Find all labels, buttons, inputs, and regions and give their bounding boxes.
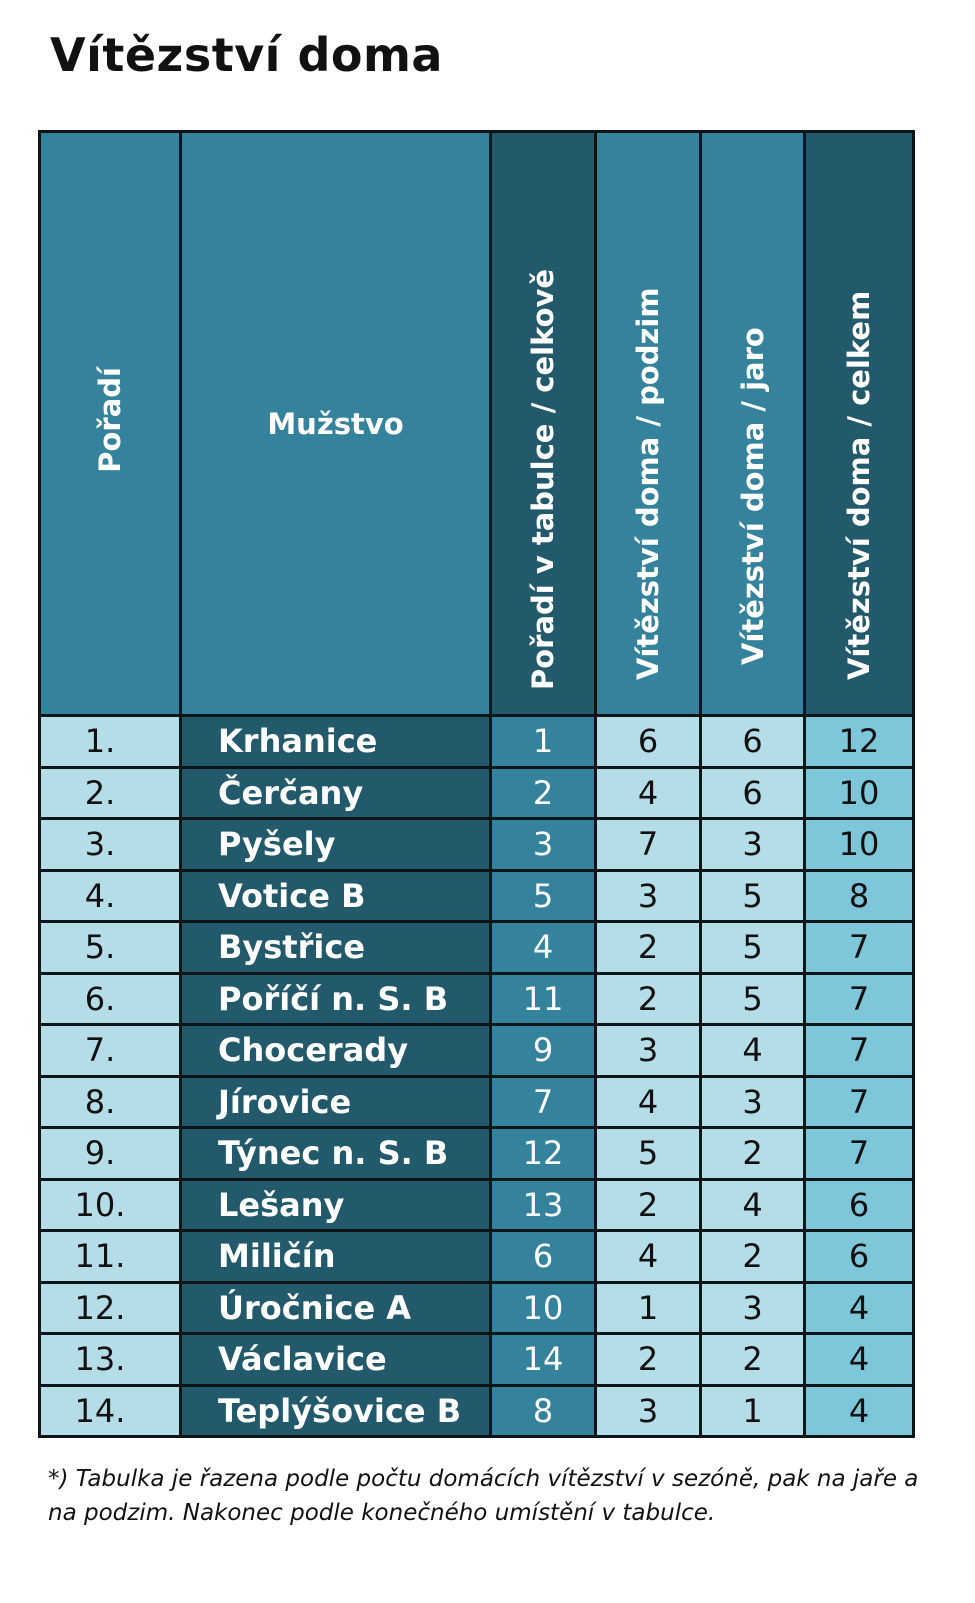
cell-table-position: 13	[491, 1179, 596, 1231]
cell-table-position: 4	[491, 922, 596, 974]
cell-team: Bystřice	[181, 922, 491, 974]
cell-team: Votice B	[181, 870, 491, 922]
cell-table-position: 10	[491, 1282, 596, 1334]
cell-table-position: 7	[491, 1076, 596, 1128]
cell-wins-total: 4	[805, 1334, 914, 1386]
cell-wins-spring: 6	[701, 767, 805, 819]
cell-team: Miličín	[181, 1231, 491, 1283]
cell-table-position: 6	[491, 1231, 596, 1283]
header-wins-total	[805, 132, 914, 716]
cell-table-position: 9	[491, 1025, 596, 1077]
table-row	[40, 767, 914, 819]
cell-wins-spring: 5	[701, 870, 805, 922]
cell-rank: 8.	[40, 1076, 181, 1128]
cell-wins-autumn: 2	[596, 1179, 701, 1231]
cell-wins-total: 10	[805, 767, 914, 819]
cell-team: Václavice	[181, 1334, 491, 1386]
cell-wins-total: 12	[805, 716, 914, 768]
cell-wins-spring: 2	[701, 1334, 805, 1386]
header-wins-autumn	[596, 132, 701, 716]
cell-table-position: 8	[491, 1385, 596, 1437]
cell-wins-spring: 3	[701, 1076, 805, 1128]
cell-wins-autumn: 2	[596, 922, 701, 974]
cell-team: Teplýšovice B	[181, 1385, 491, 1437]
cell-wins-total: 4	[805, 1282, 914, 1334]
cell-rank: 2.	[40, 767, 181, 819]
page-title: Vítězství doma	[50, 28, 443, 82]
footnote: *) Tabulka je řazena podle počtu domácích vítězství v sezóně, pak na jaře a na podzim. Nakonec podle konečného umístění v tabulce.	[48, 1466, 919, 1526]
cell-wins-autumn: 3	[596, 1025, 701, 1077]
table-header-row	[40, 132, 914, 716]
cell-team: Poříčí n. S. B	[181, 973, 491, 1025]
cell-wins-spring: 6	[701, 716, 805, 768]
table-row	[40, 973, 914, 1025]
standings-table-container	[38, 130, 912, 1438]
cell-wins-autumn: 2	[596, 973, 701, 1025]
cell-wins-total: 4	[805, 1385, 914, 1437]
header-rank	[40, 132, 181, 716]
table-row	[40, 1179, 914, 1231]
cell-rank: 5.	[40, 922, 181, 974]
table-row	[40, 1385, 914, 1437]
cell-rank: 7.	[40, 1025, 181, 1077]
header-table-position	[491, 132, 596, 716]
cell-wins-total: 10	[805, 819, 914, 871]
table-row	[40, 819, 914, 871]
table-row	[40, 1076, 914, 1128]
header-wins-spring-label: Vítězství doma / jaro	[735, 327, 770, 665]
cell-wins-total: 8	[805, 870, 914, 922]
cell-wins-spring: 5	[701, 922, 805, 974]
cell-wins-total: 6	[805, 1179, 914, 1231]
table-row	[40, 1025, 914, 1077]
table-row	[40, 1128, 914, 1180]
cell-table-position: 5	[491, 870, 596, 922]
cell-wins-spring: 2	[701, 1128, 805, 1180]
cell-wins-autumn: 5	[596, 1128, 701, 1180]
cell-wins-autumn: 4	[596, 1231, 701, 1283]
table-row	[40, 922, 914, 974]
cell-wins-total: 6	[805, 1231, 914, 1283]
cell-wins-autumn: 2	[596, 1334, 701, 1386]
cell-wins-autumn: 4	[596, 767, 701, 819]
cell-table-position: 3	[491, 819, 596, 871]
cell-table-position: 12	[491, 1128, 596, 1180]
cell-rank: 1.	[40, 716, 181, 768]
cell-rank: 6.	[40, 973, 181, 1025]
header-wins-autumn-label: Vítězství doma / podzim	[631, 287, 665, 680]
cell-wins-spring: 2	[701, 1231, 805, 1283]
cell-team: Čerčany	[181, 767, 491, 819]
cell-rank: 9.	[40, 1128, 181, 1180]
cell-table-position: 14	[491, 1334, 596, 1386]
cell-wins-spring: 4	[701, 1179, 805, 1231]
cell-wins-spring: 1	[701, 1385, 805, 1437]
cell-wins-total: 7	[805, 973, 914, 1025]
table-row	[40, 1282, 914, 1334]
cell-team: Chocerady	[181, 1025, 491, 1077]
cell-table-position: 2	[491, 767, 596, 819]
cell-wins-spring: 4	[701, 1025, 805, 1077]
cell-team: Krhanice	[181, 716, 491, 768]
header-wins-spring	[701, 132, 805, 716]
cell-wins-autumn: 7	[596, 819, 701, 871]
header-wins-total-label: Vítězství doma / celkem	[842, 290, 876, 680]
cell-team: Úročnice A	[181, 1282, 491, 1334]
cell-team: Pyšely	[181, 819, 491, 871]
cell-rank: 4.	[40, 870, 181, 922]
header-team-label: Mužstvo	[267, 406, 404, 441]
header-rank-label: Pořadí	[93, 367, 127, 473]
cell-team: Jírovice	[181, 1076, 491, 1128]
cell-wins-spring: 5	[701, 973, 805, 1025]
cell-rank: 11.	[40, 1231, 181, 1283]
table-row	[40, 870, 914, 922]
cell-rank: 13.	[40, 1334, 181, 1386]
table-row	[40, 716, 914, 768]
cell-team: Týnec n. S. B	[181, 1128, 491, 1180]
cell-wins-total: 7	[805, 1076, 914, 1128]
cell-rank: 14.	[40, 1385, 181, 1437]
cell-wins-autumn: 1	[596, 1282, 701, 1334]
cell-wins-autumn: 6	[596, 716, 701, 768]
cell-rank: 10.	[40, 1179, 181, 1231]
header-table-position-label: Pořadí v tabulce / celkově	[526, 268, 560, 690]
cell-team: Lešany	[181, 1179, 491, 1231]
table-row	[40, 1231, 914, 1283]
home-wins-table	[38, 130, 915, 1438]
cell-wins-total: 7	[805, 1025, 914, 1077]
table-row	[40, 1334, 914, 1386]
cell-wins-autumn: 3	[596, 1385, 701, 1437]
cell-wins-total: 7	[805, 1128, 914, 1180]
cell-rank: 12.	[40, 1282, 181, 1334]
cell-wins-total: 7	[805, 922, 914, 974]
cell-wins-autumn: 3	[596, 870, 701, 922]
cell-wins-spring: 3	[701, 1282, 805, 1334]
cell-rank: 3.	[40, 819, 181, 871]
cell-wins-autumn: 4	[596, 1076, 701, 1128]
cell-table-position: 11	[491, 973, 596, 1025]
cell-table-position: 1	[491, 716, 596, 768]
cell-wins-spring: 3	[701, 819, 805, 871]
header-team	[181, 132, 491, 716]
